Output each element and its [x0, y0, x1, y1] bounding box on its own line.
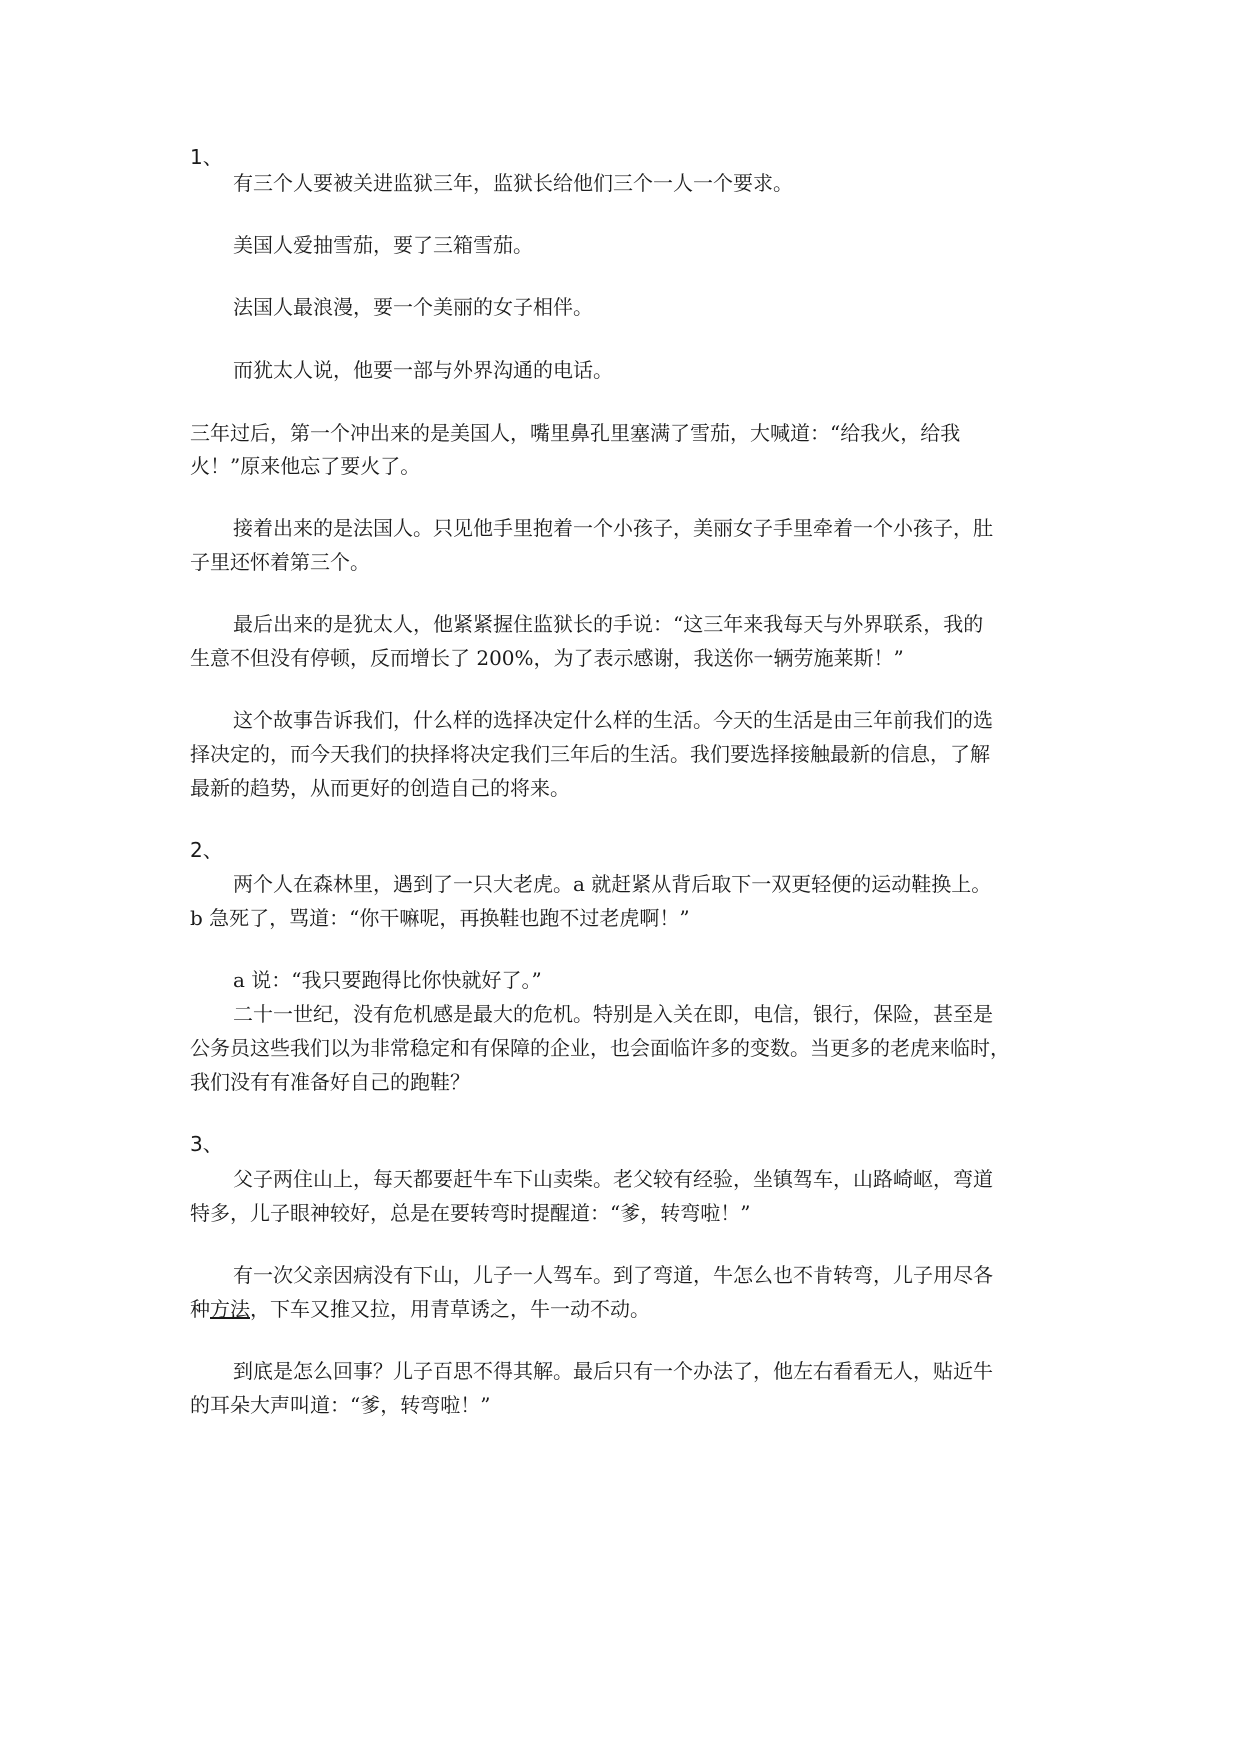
paragraph-line: 我们没有有准备好自己的跑鞋？ [190, 1070, 470, 1094]
paragraph-line: 火！”原来他忘了要火了。 [190, 454, 421, 478]
paragraph-line: 有一次父亲因病没有下山，儿子一人驾车。到了弯道，牛怎么也不肯转弯，儿子用尽各 [233, 1263, 993, 1287]
paragraph-line: 这个故事告诉我们，什么样的选择决定什么样的生活。今天的生活是由三年前我们的选 [233, 708, 993, 732]
paragraph-line: 而犹太人说，他要一部与外界沟通的电话。 [233, 358, 613, 382]
paragraph-line: 生意不但没有停顿，反而增长了 200%，为了表示感谢，我送你一辆劳施莱斯！” [190, 646, 904, 670]
section-number: 3、 [190, 1132, 223, 1156]
section-number: 1、 [190, 145, 223, 169]
paragraph-line: 法国人最浪漫，要一个美丽的女子相伴。 [233, 295, 593, 319]
text-fragment: ，下车又推又拉，用青草诱之，牛一动不动。 [250, 1297, 650, 1321]
paragraph-line: b 急死了，骂道：“你干嘛呢，再换鞋也跑不过老虎啊！” [190, 906, 690, 930]
paragraph-line: 择决定的，而今天我们的抉择将决定我们三年后的生活。我们要选择接触最新的信息，了解 [190, 742, 990, 766]
paragraph-line: 最新的趋势，从而更好的创造自己的将来。 [190, 776, 570, 800]
paragraph-line: 二十一世纪，没有危机感是最大的危机。特别是入关在即，电信，银行，保险，甚至是 [233, 1002, 993, 1026]
paragraph-line: 到底是怎么回事？儿子百思不得其解。最后只有一个办法了，他左右看看无人，贴近牛 [233, 1359, 993, 1383]
paragraph-line: a 说：“我只要跑得比你快就好了。” [233, 968, 542, 992]
paragraph-line [190, 1292, 1065, 1327]
paragraph-line: 子里还怀着第三个。 [190, 550, 370, 574]
text-fragment: 种 [190, 1297, 210, 1321]
paragraph-line: 公务员这些我们以为非常稳定和有保障的企业，也会面临许多的变数。当更多的老虎来临时， [190, 1036, 1010, 1060]
paragraph-line: 三年过后，第一个冲出来的是美国人，嘴里鼻孔里塞满了雪茄，大喊道：“给我火，给我 [190, 421, 961, 445]
paragraph-line: 接着出来的是法国人。只见他手里抱着一个小孩子，美丽女子手里牵着一个小孩子，肚 [233, 516, 993, 540]
paragraph-line: 最后出来的是犹太人，他紧紧握住监狱长的手说：“这三年来我每天与外界联系，我的 [233, 612, 984, 636]
hyperlink-method[interactable]: 方法 [210, 1297, 250, 1321]
paragraph-line: 的耳朵大声叫道：“爹，转弯啦！” [190, 1393, 491, 1417]
paragraph-line: 特多，儿子眼神较好，总是在要转弯时提醒道：“爹，转弯啦！” [190, 1201, 751, 1225]
paragraph-line: 美国人爱抽雪茄，要了三箱雪茄。 [233, 233, 533, 257]
section-number: 2、 [190, 838, 223, 862]
paragraph-line: 有三个人要被关进监狱三年，监狱长给他们三个一人一个要求。 [233, 171, 793, 195]
paragraph-line: 两个人在森林里，遇到了一只大老虎。a 就赶紧从背后取下一双更轻便的运动鞋换上。 [233, 872, 992, 896]
paragraph-line: 父子两住山上，每天都要赶牛车下山卖柴。老父较有经验，坐镇驾车，山路崎岖，弯道 [233, 1167, 993, 1191]
